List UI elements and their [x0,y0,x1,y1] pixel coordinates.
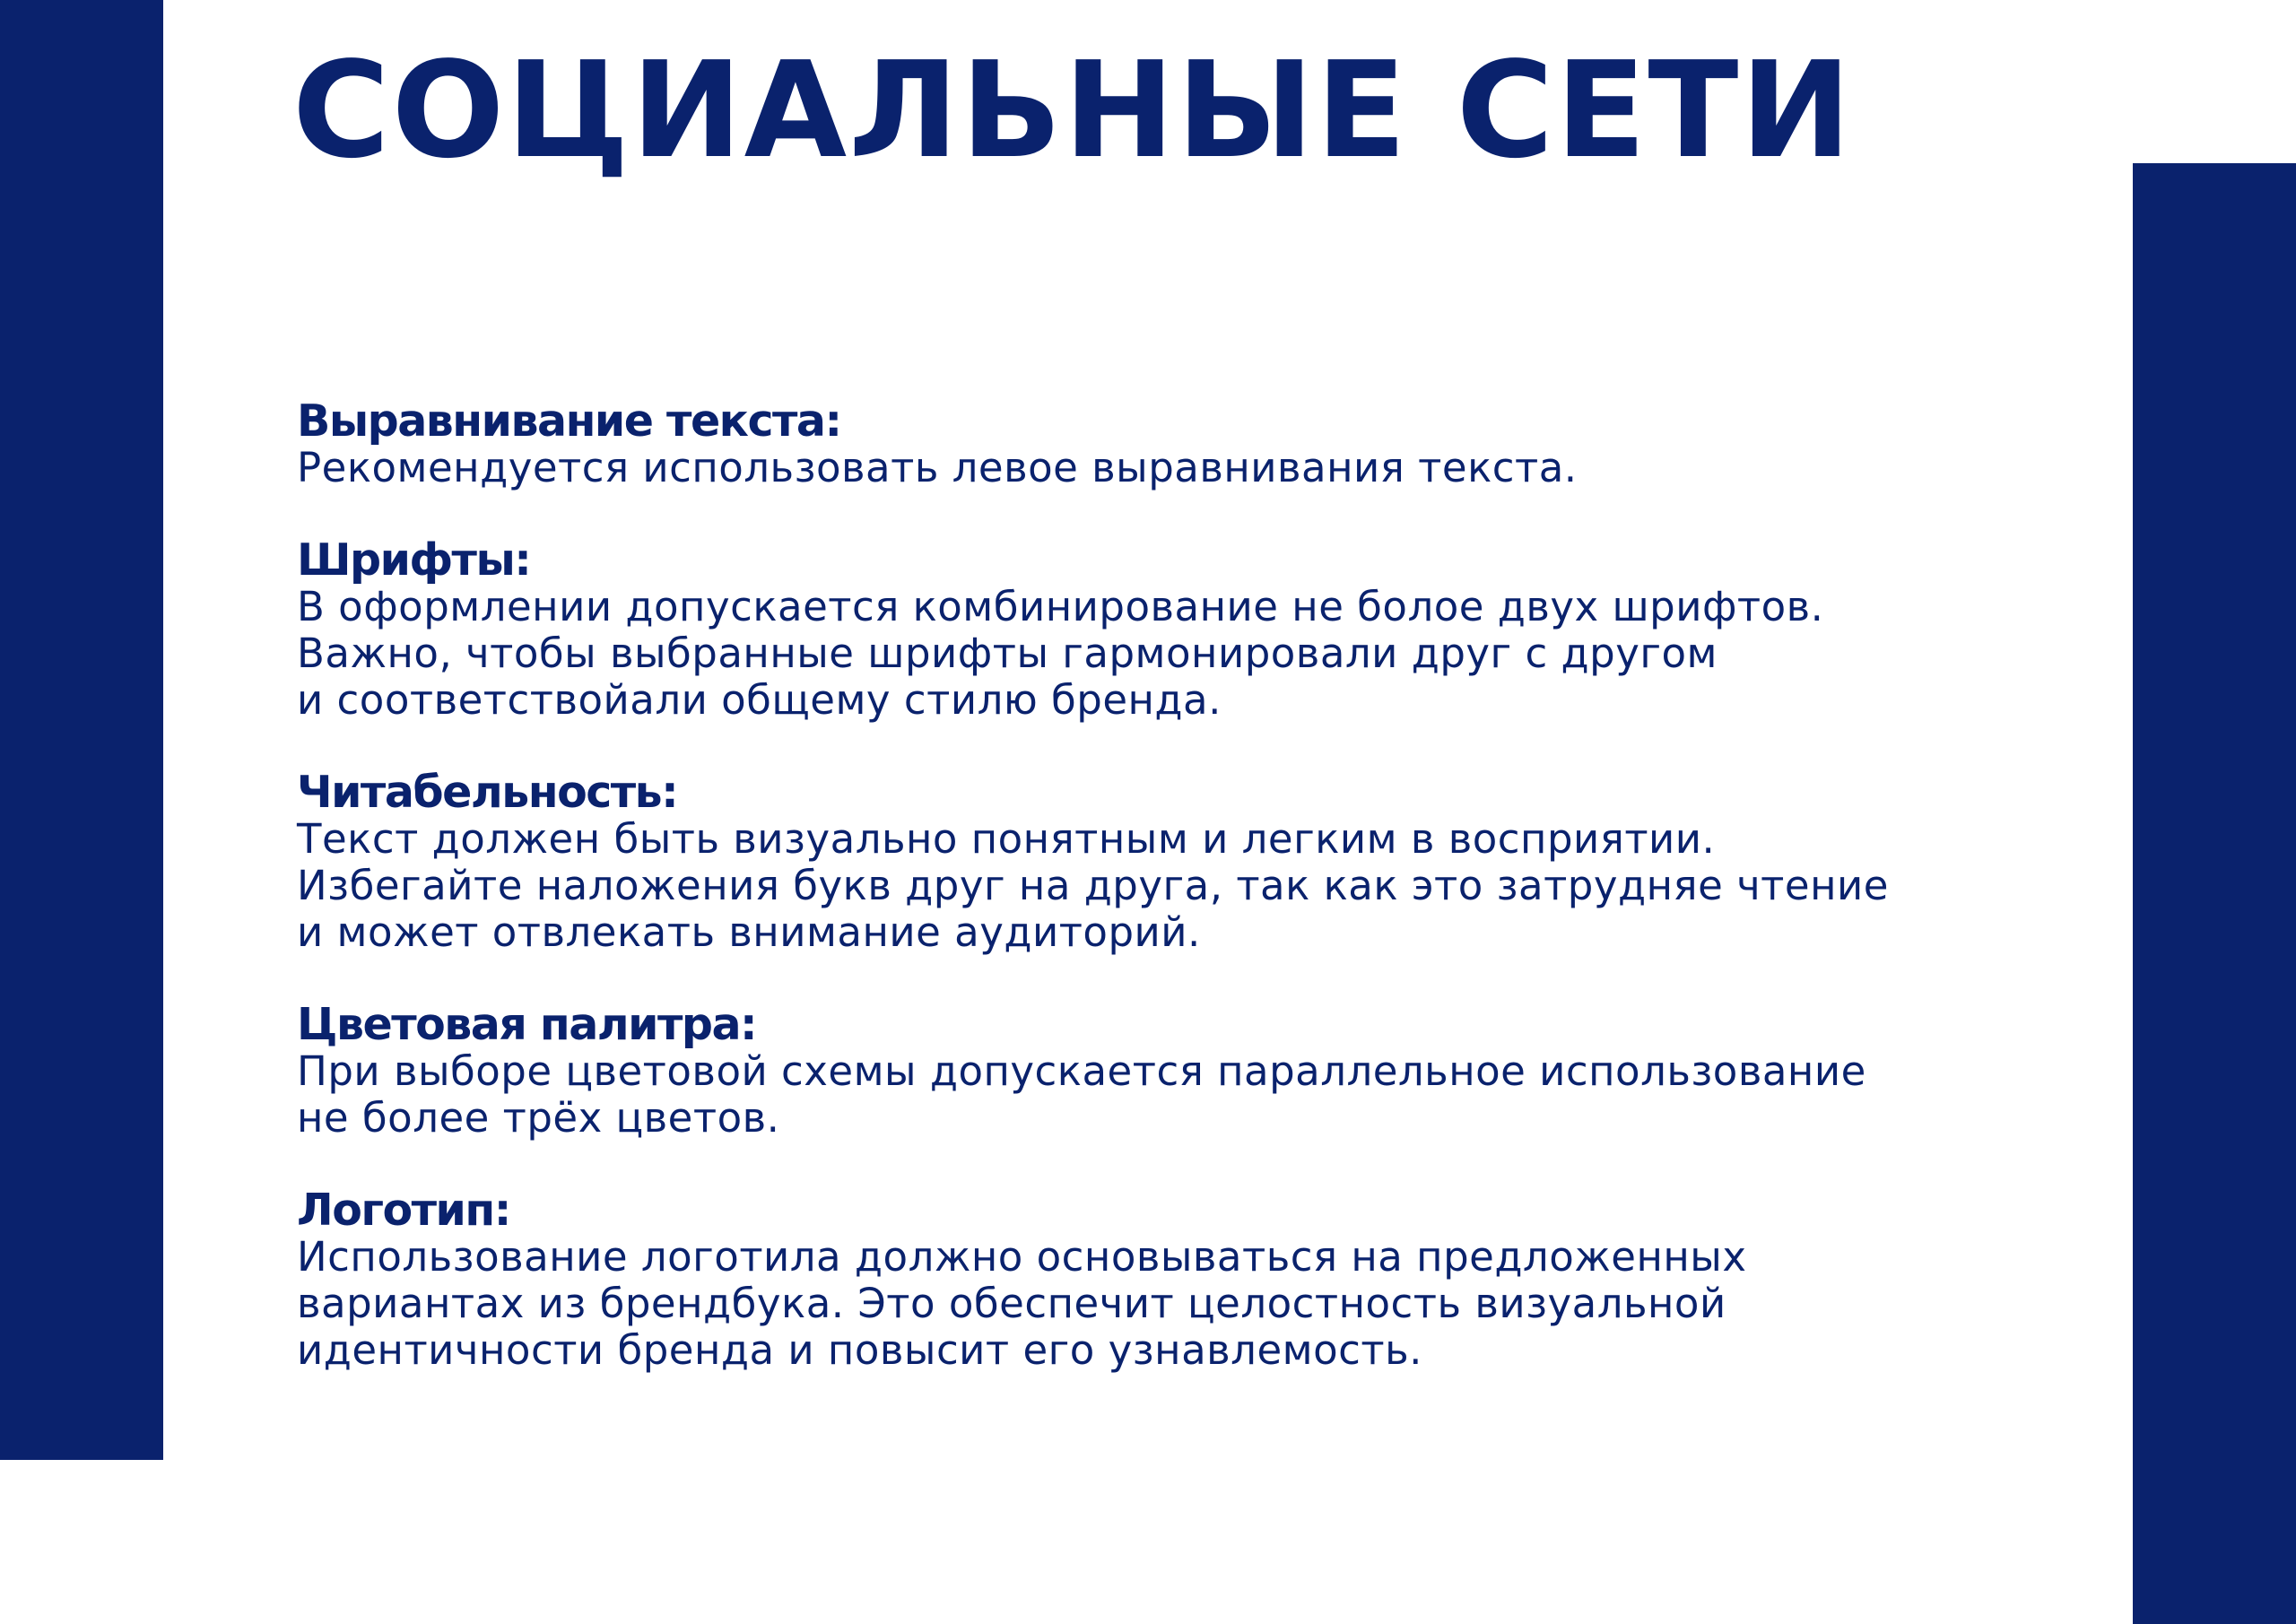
section-line: не более трёх цветов. [297,1094,780,1142]
section-line: вариантах из брендбука. Это обеспечит целостность визуальной [297,1280,1726,1327]
section-line: и соответствойали общему стилю бренда. [297,676,1222,724]
section-line: Использование логотила должно основываться на предложенных [297,1233,1747,1281]
section-text-alignment [297,395,2091,491]
section-line: Избегайте наложения букв друг на друга, так как это затрудняе чтение [297,862,1889,909]
section-line: идентичности бренда и повысит его узнавлемость. [297,1326,1422,1374]
section-line: Важно, чтобы выбранные шрифты гармонировали друг с другом [297,630,1718,677]
section-heading: Шрифты: [297,534,531,586]
page-title: СОЦИАЛЬНЫЕ СЕТИ [292,33,1854,187]
section-heading: Читабельность: [297,767,678,818]
section-heading: Цветовая палитра: [297,999,757,1050]
section-readability [297,769,2091,956]
left-accent-bar [0,0,163,1460]
section-line: При выборе цветовой схемы допускается параллельное использование [297,1047,1866,1095]
section-fonts [297,534,2091,724]
section-line: В оформлении допускается комбинирование не болое двух шрифтов. [297,583,1824,630]
guidelines-content [297,395,2091,1420]
section-line: Текст должен быть визуально понятным и легким в восприятии. [297,815,1716,863]
section-line: и может отвлекать внимание аудиторий. [297,908,1201,956]
right-accent-bar [2133,163,2296,1624]
section-logo [297,1187,2091,1374]
section-heading: Логотип: [297,1185,510,1236]
section-heading: Выравнивание текста: [297,395,841,447]
section-color-palette [297,999,2091,1142]
section-line: Рекомендуется использовать левое выравнивания текста. [297,444,1578,491]
